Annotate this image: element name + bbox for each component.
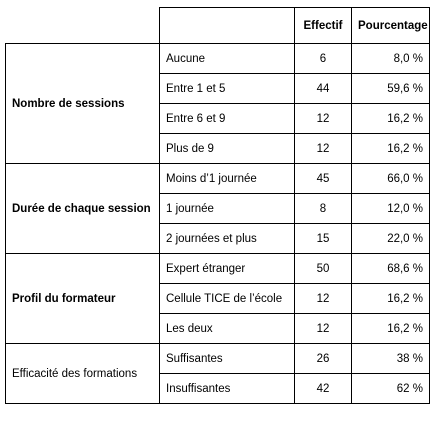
header-pourcentage: Pourcentage [352,8,430,44]
effectif-cell: 15 [295,224,352,254]
table-row [6,344,430,374]
category-cell: Entre 6 et 9 [160,104,295,134]
effectif-cell: 12 [295,134,352,164]
pourcentage-cell: 12,0 % [352,194,430,224]
group-label: Nombre de sessions [6,44,160,164]
header-row [6,8,430,44]
statistics-table [5,7,430,404]
category-cell: 2 journées et plus [160,224,295,254]
category-cell: Entre 1 et 5 [160,74,295,104]
pourcentage-cell: 16,2 % [352,134,430,164]
group-label: Durée de chaque session [6,164,160,254]
effectif-cell: 26 [295,344,352,374]
category-cell: 1 journée [160,194,295,224]
effectif-cell: 45 [295,164,352,194]
effectif-cell: 50 [295,254,352,284]
effectif-cell: 12 [295,314,352,344]
effectif-cell: 12 [295,104,352,134]
effectif-cell: 44 [295,74,352,104]
category-cell: Expert étranger [160,254,295,284]
pourcentage-cell: 62 % [352,374,430,404]
table-row [6,164,430,194]
effectif-cell: 8 [295,194,352,224]
pourcentage-cell: 66,0 % [352,164,430,194]
header-blank-group [6,8,160,44]
group-label: Profil du formateur [6,254,160,344]
pourcentage-cell: 8,0 % [352,44,430,74]
category-cell: Plus de 9 [160,134,295,164]
category-cell: Suffisantes [160,344,295,374]
pourcentage-cell: 59,6 % [352,74,430,104]
category-cell: Insuffisantes [160,374,295,404]
category-cell: Cellule TICE de l’école [160,284,295,314]
group-label: Efficacité des formations [6,344,160,404]
pourcentage-cell: 38 % [352,344,430,374]
table-body [6,44,430,404]
pourcentage-cell: 68,6 % [352,254,430,284]
header-blank-category [160,8,295,44]
category-cell: Aucune [160,44,295,74]
pourcentage-cell: 16,2 % [352,104,430,134]
effectif-cell: 42 [295,374,352,404]
pourcentage-cell: 16,2 % [352,284,430,314]
effectif-cell: 6 [295,44,352,74]
effectif-cell: 12 [295,284,352,314]
pourcentage-cell: 16,2 % [352,314,430,344]
category-cell: Les deux [160,314,295,344]
table-row [6,44,430,74]
category-cell: Moins d’1 journée [160,164,295,194]
table-row [6,254,430,284]
pourcentage-cell: 22,0 % [352,224,430,254]
header-effectif: Effectif [295,8,352,44]
